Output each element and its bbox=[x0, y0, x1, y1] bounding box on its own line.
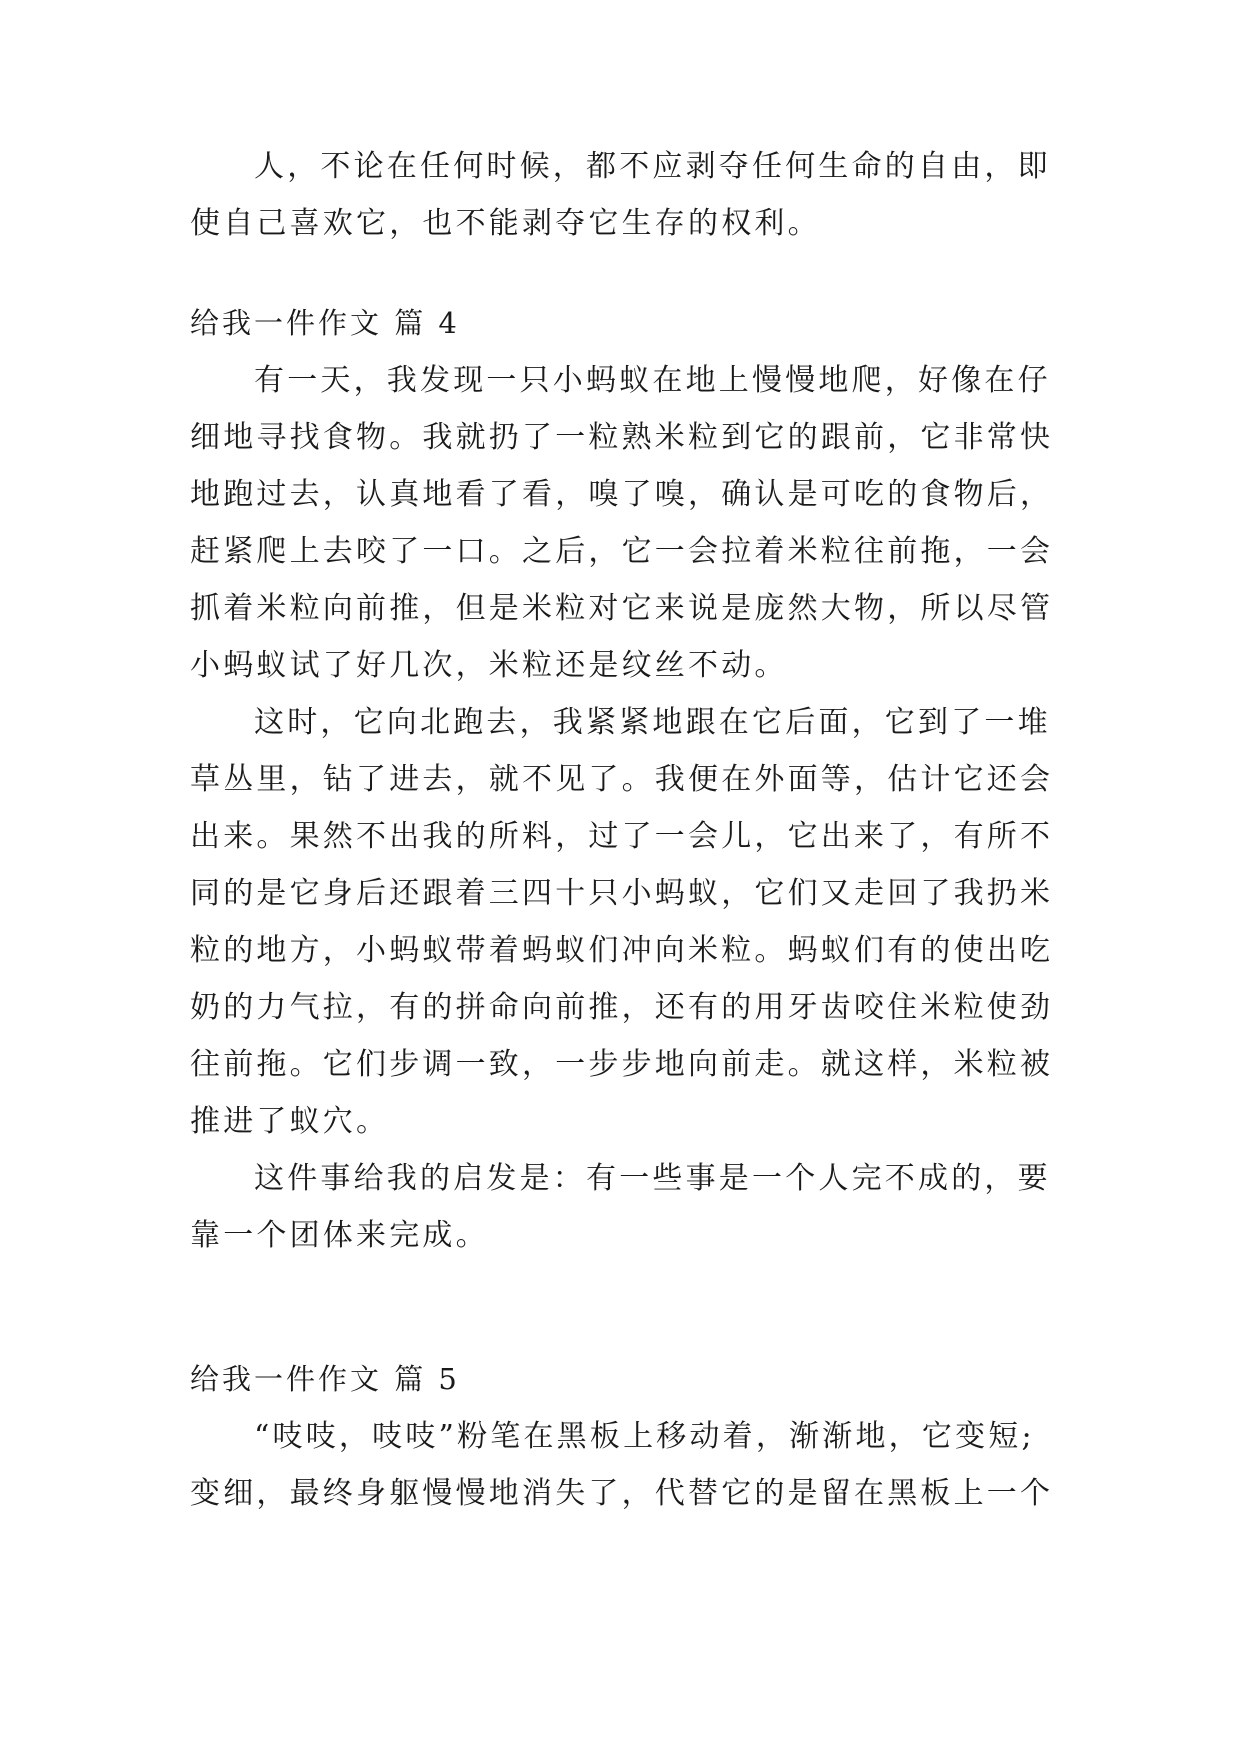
intro-paragraph bbox=[190, 138, 1060, 252]
paragraph-line: 有一天，我发现一只小蚂蚁在地上慢慢地爬，好像在仔 bbox=[254, 363, 1051, 398]
section-heading: 给我一件作文 篇 5 bbox=[190, 1362, 460, 1396]
paragraph-line: 靠一个团体来完成。 bbox=[190, 1218, 489, 1253]
paragraph-line: 变细，最终身躯慢慢地消失了，代替它的是留在黑板上一个 bbox=[190, 1476, 1054, 1511]
paragraph-line: 细地寻找食物。我就扔了一粒熟米粒到它的跟前，它非常快 bbox=[190, 420, 1054, 455]
paragraph bbox=[190, 1150, 1060, 1264]
paragraph-line: 这时，它向北跑去，我紧紧地跟在它后面，它到了一堆 bbox=[254, 705, 1051, 740]
paragraph-line: 赶紧爬上去咬了一口。之后，它一会拉着米粒往前拖，一会 bbox=[190, 534, 1054, 569]
paragraph-line: 抓着米粒向前推，但是米粒对它来说是庞然大物，所以尽管 bbox=[190, 591, 1054, 626]
paragraph-line: 奶的力气拉，有的拼命向前推，还有的用牙齿咬住米粒使劲 bbox=[190, 990, 1054, 1025]
paragraph-line: 草丛里，钻了进去，就不见了。我便在外面等，估计它还会 bbox=[190, 762, 1054, 797]
paragraph-line: 往前拖。它们步调一致，一步步地向前走。就这样，米粒被 bbox=[190, 1047, 1054, 1082]
paragraph-line: 同的是它身后还跟着三四十只小蚂蚁，它们又走回了我扔米 bbox=[190, 876, 1054, 911]
section-4 bbox=[190, 295, 1060, 1264]
paragraph-line: 地跑过去，认真地看了看，嗅了嗅，确认是可吃的食物后， bbox=[190, 477, 1054, 512]
paragraph-line: 出来。果然不出我的所料，过了一会儿，它出来了，有所不 bbox=[190, 819, 1054, 854]
paragraph-line: 使自己喜欢它，也不能剥夺它生存的权利。 bbox=[190, 206, 821, 241]
section-heading: 给我一件作文 篇 4 bbox=[190, 306, 460, 340]
paragraph-line: 小蚂蚁试了好几次，米粒还是纹丝不动。 bbox=[190, 648, 788, 683]
section-5 bbox=[190, 1351, 1060, 1522]
paragraph bbox=[190, 1408, 1060, 1522]
paragraph bbox=[190, 352, 1060, 694]
paragraph-line: 粒的地方，小蚂蚁带着蚂蚁们冲向米粒。蚂蚁们有的使出吃 bbox=[190, 933, 1054, 968]
paragraph bbox=[190, 694, 1060, 1150]
paragraph-line: 这件事给我的启发是：有一些事是一个人完不成的，要 bbox=[254, 1161, 1051, 1196]
paragraph-line: “吱吱，吱吱”粉笔在黑板上移动着，渐渐地，它变短; bbox=[254, 1419, 1035, 1454]
paragraph-line: 人，不论在任何时候，都不应剥夺任何生命的自由，即 bbox=[254, 149, 1051, 184]
paragraph-line: 推进了蚁穴。 bbox=[190, 1104, 390, 1139]
